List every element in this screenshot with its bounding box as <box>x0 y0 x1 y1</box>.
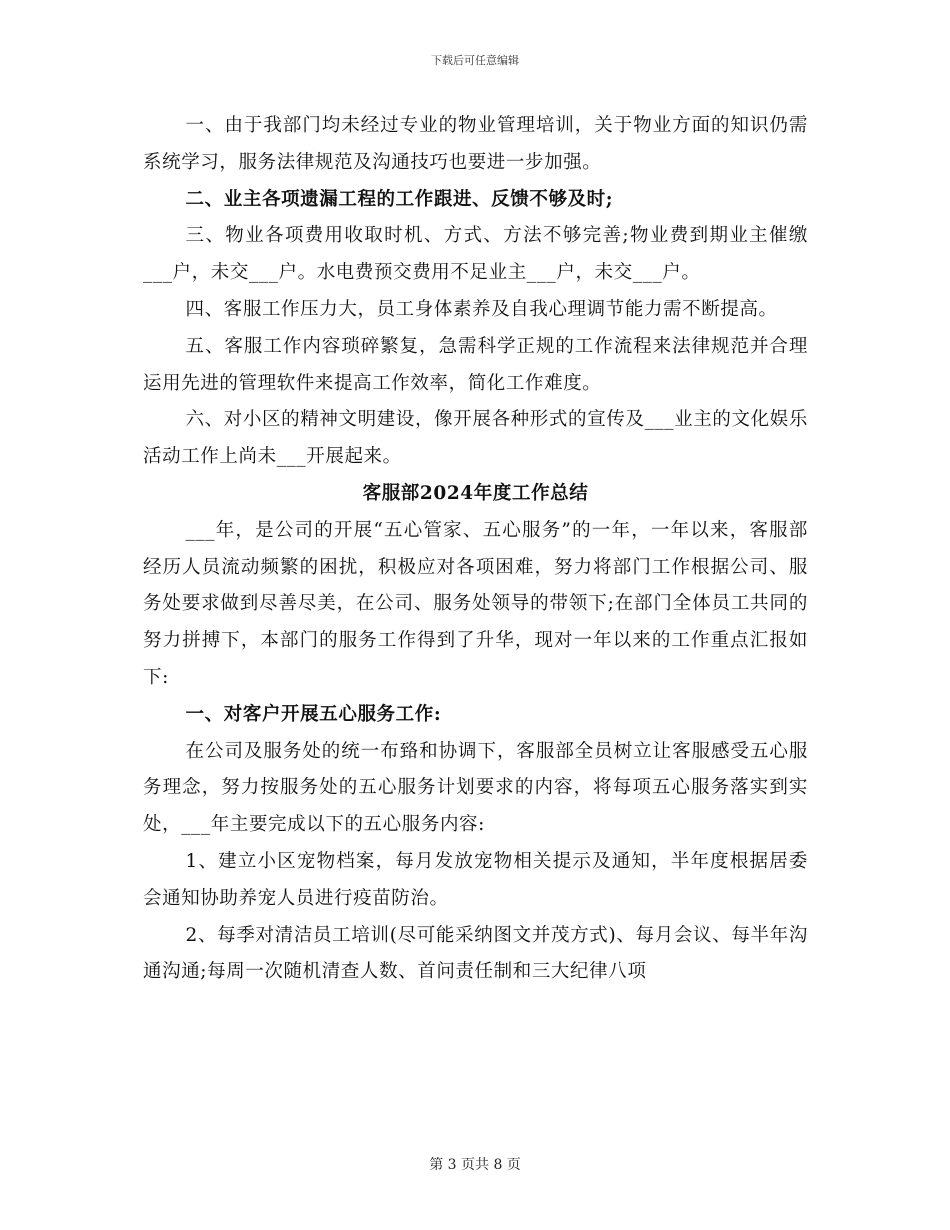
section-title: 客服部2024年度工作总结 <box>362 482 589 504</box>
paragraph-service-overview: 在公司及服务处的统一布臵和协调下，客服部全员树立让客服感受五心服务理念，努力按服务处的五心服务计划要求的内容，将每项五心服务落实到实处，___年主要完成以下的五心服务内容: <box>143 740 808 836</box>
paragraph-issue-4: 四、客服工作压力大，员工身体素养及自我心理调节能力需不断提高。 <box>185 298 778 320</box>
document-body <box>143 108 808 991</box>
paragraph-issue-6: 六、对小区的精神文明建设，像开展各种形式的宣传及___业主的文化娱乐活动工作上尚未___开展起来。 <box>143 409 808 468</box>
paragraph-issue-5: 五、客服工作内容琐碎繁复，急需科学正规的工作流程来法律规范并合理运用先进的管理软件来提高工作效率，简化工作难度。 <box>143 335 808 394</box>
paragraph-item-2: 2、每季对清洁员工培训(尽可能采纳图文并茂方式)、每月会议、每半年沟通沟通;每周一次随机清查人数、首问责任制和三大纪律八项 <box>143 924 808 983</box>
paragraph-issue-3: 三、物业各项费用收取时机、方式、方法不够完善;物业费到期业主催缴___户，未交___户。水电费预交费用不足业主___户，未交___户。 <box>143 225 808 284</box>
paragraph-issue-2: 二、业主各项遗漏工程的工作跟进、反馈不够及时; <box>185 188 614 210</box>
paragraph-issue-1: 一、由于我部门均未经过专业的物业管理培训，关于物业方面的知识仍需系统学习，服务法律规范及沟通技巧也要进一步加强。 <box>143 115 808 173</box>
paragraph-item-1: 1、建立小区宠物档案，每月发放宠物相关提示及通知，半年度根据居委会通知协助养宠人员进行疫苗防治。 <box>143 850 808 909</box>
subheading-five-heart-service: 一、对客户开展五心服务工作: <box>185 703 442 725</box>
page-header: 下载后可任意编辑 <box>431 54 519 67</box>
page-footer: 第 3 页共 8 页 <box>429 1157 521 1173</box>
paragraph-intro: ___年，是公司的开展“五心管家、五心服务”的一年，一年以来，客服部经历人员流动频繁的困扰，积极应对各项困难，努力将部门工作根据公司、服务处要求做到尽善尽美，在公司、服务处领导的带领下;在部门全体员工共同的努力拼搏下，本部门的服务工作得到了升华，现对一年以来的工作重点汇报如下: <box>143 519 808 688</box>
